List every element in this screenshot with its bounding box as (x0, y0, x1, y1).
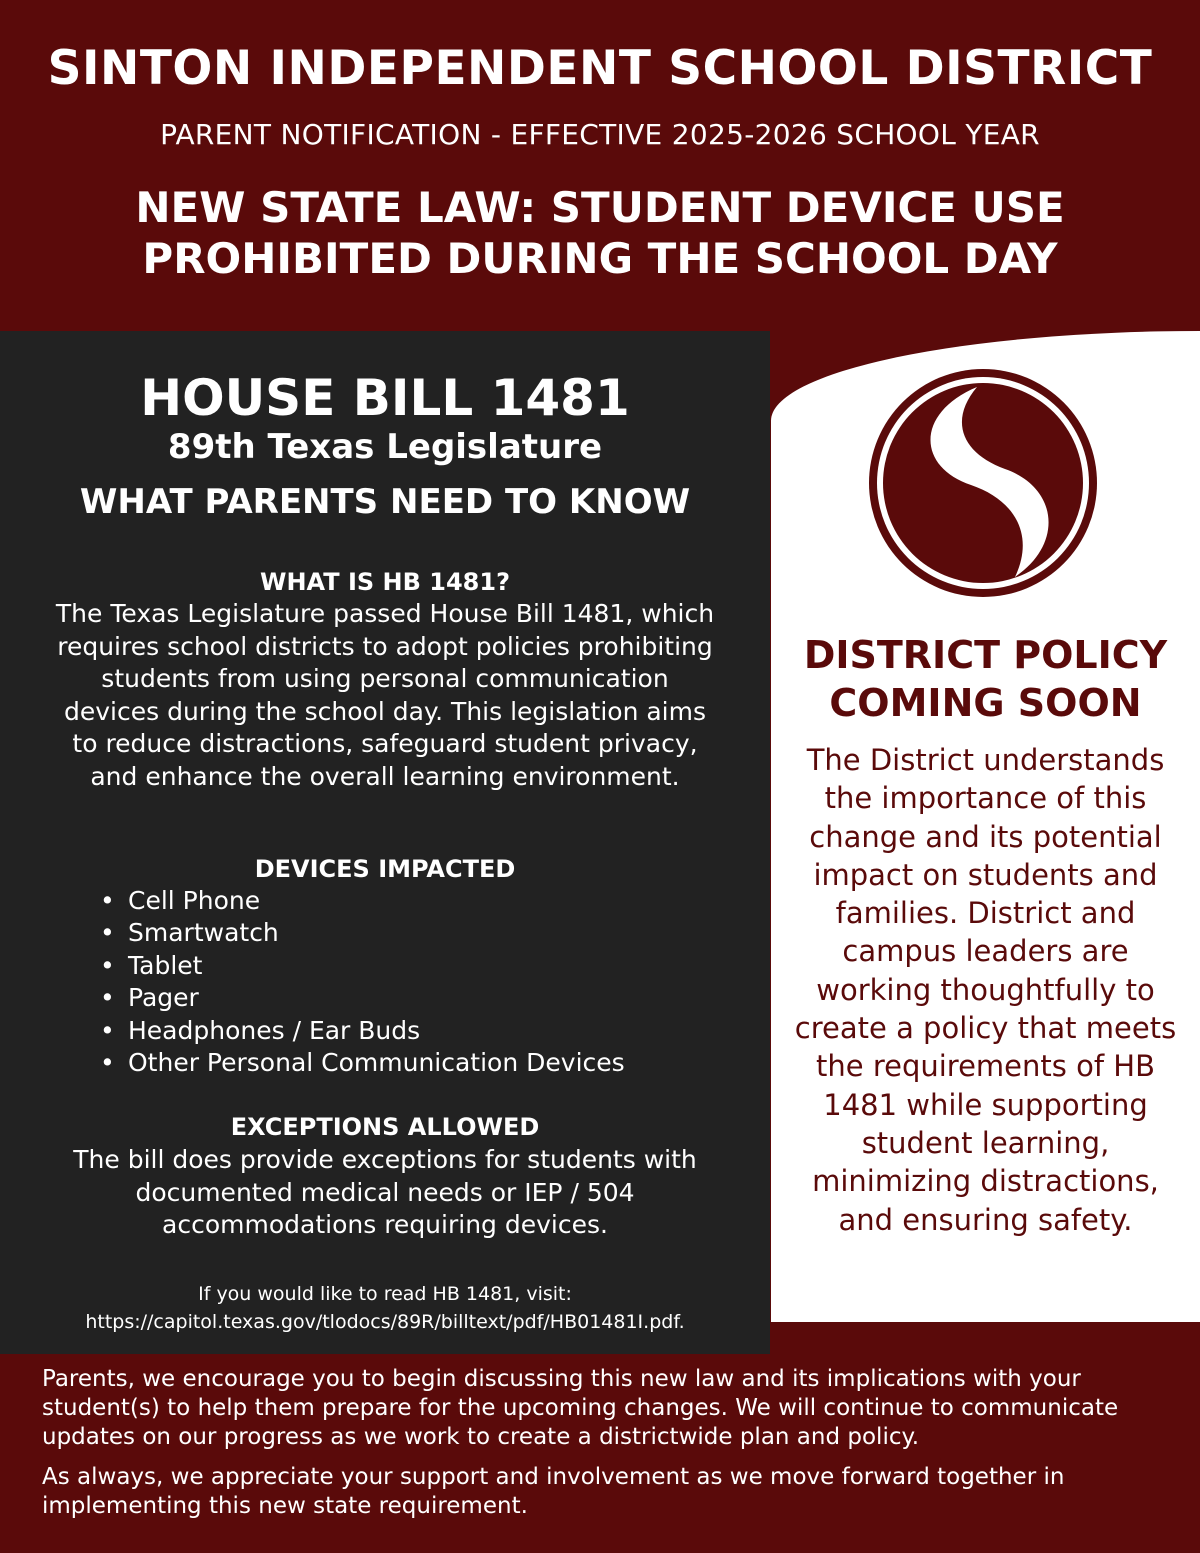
headline (0, 182, 1200, 284)
notification-subtitle: PARENT NOTIFICATION - EFFECTIVE 2025-2026 SCHOOL YEAR (160, 118, 1040, 151)
district-name: SINTON INDEPENDENT SCHOOL DISTRICT (47, 41, 1153, 96)
parents-heading: WHAT PARENTS NEED TO KNOW (79, 482, 691, 522)
what-is-body: The Texas Legislature passed House Bill 1481, which requires school districts to adopt policies prohibiting students from using personal communication devices during the school day. This legislation aims to reduce distractions, safeguard student privacy, and enhance the overall learning environment. (55, 599, 715, 791)
list-item: • Cell Phone (100, 885, 625, 917)
headline-line-2: PROHIBITED DURING THE SCHOOL DAY (142, 234, 1058, 284)
policy-title-line-2: COMING SOON (829, 681, 1142, 725)
list-item: • Smartwatch (100, 917, 625, 949)
header-banner (0, 0, 1200, 330)
exceptions-heading: EXCEPTIONS ALLOWED (230, 1113, 540, 1141)
policy-body: The District understands the importance of this change and its potential impact on students and families. District and campus leaders are working thoughtfully to create a policy that meets the requirements of HB 1481 while supporting student learning, minimizing distractions, and ensuring safety. (794, 743, 1177, 1237)
district-s-logo-icon (865, 365, 1101, 601)
list-item: • Pager (100, 982, 625, 1014)
list-item: • Other Personal Communication Devices (100, 1047, 625, 1079)
list-item: • Tablet (100, 950, 625, 982)
policy-panel (771, 331, 1200, 1322)
legislature-label: 89th Texas Legislature (167, 427, 603, 467)
list-item: • Headphones / Ear Buds (100, 1015, 625, 1047)
bill-link[interactable]: https://capitol.texas.gov/tlodocs/89R/billtext/pdf/HB01481I.pdf. (85, 1311, 685, 1333)
read-bill-note (0, 1280, 770, 1336)
read-bill-text: If you would like to read HB 1481, visit: (198, 1283, 572, 1305)
exceptions-body: The bill does provide exceptions for students with documented medical needs or IEP / 504 accommodations requiring devices. (73, 1145, 697, 1239)
bill-info-panel (0, 331, 770, 1354)
bill-title: HOUSE BILL 1481 (140, 369, 630, 427)
footer-paragraph-2: As always, we appreciate your support and involvement as we move forward together in implementing this new state requirement. (42, 1464, 1065, 1519)
headline-line-1: NEW STATE LAW: STUDENT DEVICE USE (135, 183, 1065, 232)
devices-heading: DEVICES IMPACTED (254, 855, 516, 883)
policy-title-line-1: DISTRICT POLICY (803, 633, 1168, 677)
footer-paragraph-1: Parents, we encourage you to begin discussing this new law and its implications with your student(s) to help them prepare for the upcoming changes. We will continue to communicate updates on our progress as we work to create a districtwide plan and policy. (42, 1366, 1119, 1450)
what-is-heading: WHAT IS HB 1481? (259, 568, 511, 596)
policy-title (771, 631, 1200, 727)
devices-list (100, 885, 625, 1079)
